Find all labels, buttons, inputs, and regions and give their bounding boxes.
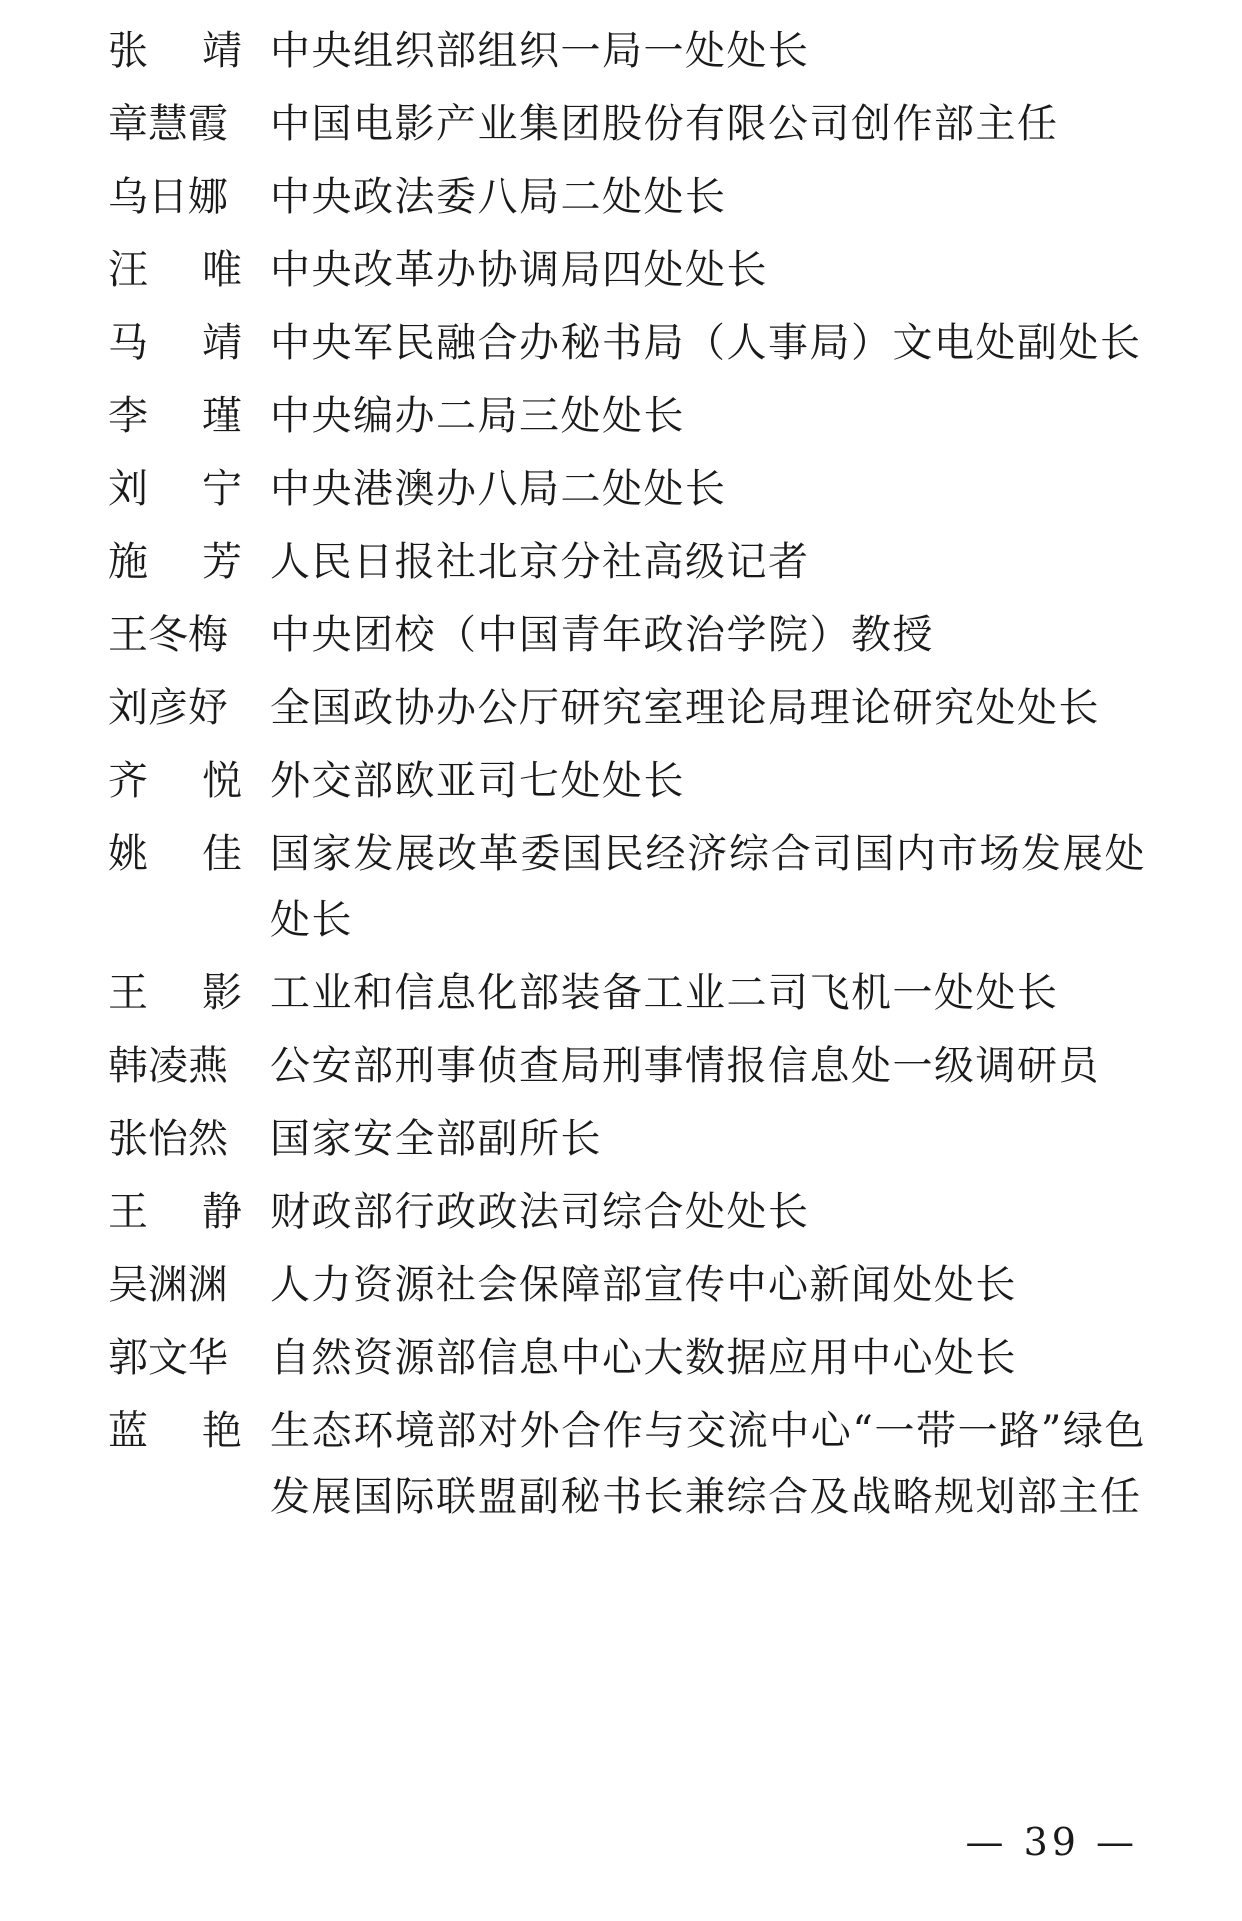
list-item <box>108 675 1146 741</box>
person-name: 韩凌燕 <box>108 1043 228 1089</box>
person-name: 章慧霞 <box>108 101 228 147</box>
list-item <box>108 18 1146 84</box>
list-item <box>108 960 1146 1026</box>
person-givenname: 瑾 <box>202 393 242 439</box>
person-title: 中央政法委八局二处处长 <box>270 174 727 220</box>
person-title: 财政部行政政法司综合处处长 <box>270 1189 810 1235</box>
person-title: 中央港澳办八局二处处长 <box>270 466 727 512</box>
person-givenname: 靖 <box>202 320 242 366</box>
person-surname: 马 <box>108 320 148 366</box>
person-title: 工业和信息化部装备工业二司飞机一处处长 <box>270 970 1059 1016</box>
person-surname: 汪 <box>108 247 148 293</box>
person-surname: 王 <box>108 1189 148 1235</box>
person-name <box>108 1179 258 1245</box>
person-name <box>108 383 258 449</box>
person-surname: 王 <box>108 970 148 1016</box>
list-item <box>108 310 1146 376</box>
person-name: 乌日娜 <box>108 174 228 220</box>
person-name <box>108 748 258 814</box>
page-number: — 39 — <box>965 1820 1138 1864</box>
person-givenname: 靖 <box>202 28 242 74</box>
list-item <box>108 821 1146 953</box>
person-givenname: 宁 <box>202 466 242 512</box>
person-name: 王冬梅 <box>108 612 228 658</box>
person-title: 生态环境部对外合作与交流中心“一带一路”绿色发展国际联盟副秘书长兼综合及战略规划部主任 <box>270 1408 1146 1520</box>
person-name <box>108 1398 258 1464</box>
person-name: 张怡然 <box>108 1116 228 1162</box>
person-title: 国家安全部副所长 <box>270 1116 602 1162</box>
person-title: 人力资源社会保障部宣传中心新闻处处长 <box>270 1262 1017 1308</box>
list-item <box>108 1106 1146 1172</box>
person-title: 中央编办二局三处处长 <box>270 393 685 439</box>
list-item <box>108 1033 1146 1099</box>
person-surname: 齐 <box>108 758 148 804</box>
person-givenname: 芳 <box>202 539 242 585</box>
person-title: 中央组织部组织一局一处处长 <box>270 28 810 74</box>
person-name: 吴渊渊 <box>108 1262 228 1308</box>
person-name <box>108 456 258 522</box>
name-title-list <box>108 18 1146 1530</box>
list-item <box>108 1252 1146 1318</box>
person-title: 人民日报社北京分社高级记者 <box>270 539 810 585</box>
list-item <box>108 237 1146 303</box>
person-name <box>108 237 258 303</box>
list-item <box>108 1398 1146 1530</box>
list-item <box>108 456 1146 522</box>
person-givenname: 静 <box>202 1189 242 1235</box>
list-item <box>108 91 1146 157</box>
person-title: 中央团校（中国青年政治学院）教授 <box>270 612 934 658</box>
person-surname: 张 <box>108 28 148 74</box>
list-item <box>108 1179 1146 1245</box>
person-name: 郭文华 <box>108 1335 228 1381</box>
person-name <box>108 821 258 887</box>
person-givenname: 悦 <box>202 758 242 804</box>
list-item <box>108 164 1146 230</box>
person-title: 公安部刑事侦查局刑事情报信息处一级调研员 <box>270 1043 1100 1089</box>
person-title: 国家发展改革委国民经济综合司国内市场发展处处长 <box>270 831 1146 943</box>
person-surname: 施 <box>108 539 148 585</box>
person-givenname: 唯 <box>202 247 242 293</box>
person-surname: 蓝 <box>108 1408 148 1454</box>
list-item <box>108 383 1146 449</box>
person-givenname: 佳 <box>202 831 242 877</box>
person-surname: 刘 <box>108 466 148 512</box>
person-name <box>108 18 258 84</box>
person-name <box>108 960 258 1026</box>
list-item <box>108 602 1146 668</box>
list-item <box>108 529 1146 595</box>
list-item <box>108 748 1146 814</box>
person-title: 自然资源部信息中心大数据应用中心处长 <box>270 1335 1017 1381</box>
person-surname: 姚 <box>108 831 148 877</box>
person-title: 中央军民融合办秘书局（人事局）文电处副处长 <box>270 320 1142 366</box>
person-givenname: 艳 <box>202 1408 242 1454</box>
person-name <box>108 310 258 376</box>
person-title: 全国政协办公厅研究室理论局理论研究处处长 <box>270 685 1100 731</box>
person-surname: 李 <box>108 393 148 439</box>
person-givenname: 影 <box>202 970 242 1016</box>
list-item <box>108 1325 1146 1391</box>
person-title: 中央改革办协调局四处处长 <box>270 247 768 293</box>
person-name: 刘彦妤 <box>108 685 228 731</box>
person-title: 中国电影产业集团股份有限公司创作部主任 <box>270 101 1059 147</box>
person-title: 外交部欧亚司七处处长 <box>270 758 685 804</box>
person-name <box>108 529 258 595</box>
